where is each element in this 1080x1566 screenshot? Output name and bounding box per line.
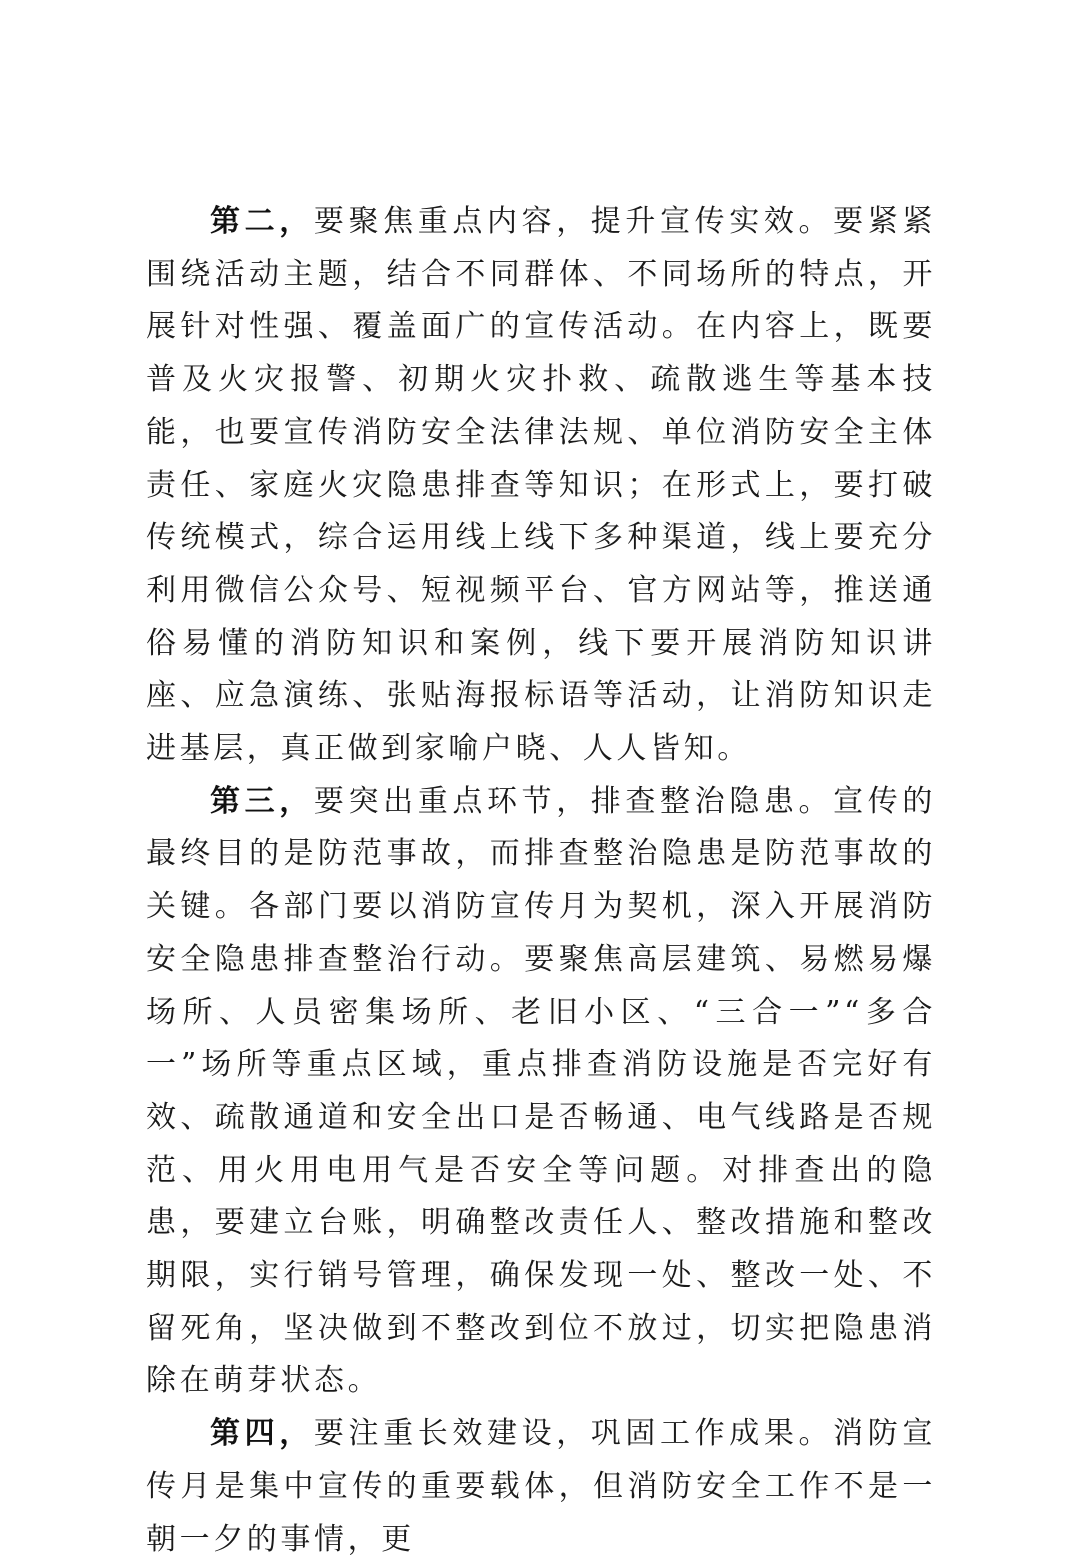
paragraph-body: 要聚焦重点内容，提升宣传实效。要紧紧围绕活动主题，结合不同群体、不同场所的特点，开展针对性强、覆盖面广的宣传活动。在内容上，既要普及火灾报警、初期火灾扑救、疏散逃生等基本技能，也要宣传消防安全法律法规、单位消防安全主体责任、家庭火灾隐患排查等知识；在形式上，要打破传统模式，综合运用线上线下多种渠道，线上要充分利用微信公众号、短视频平台、官方网站等，推送通俗易懂的消防知识和案例，线下要开展消防知识讲座、应急演练、张贴海报标语等活动，让消防知识走进基层，真正做到家喻户晓、人人皆知。 [146, 204, 936, 767]
paragraph-lead: 第三， [210, 783, 314, 819]
paragraph-third [146, 776, 936, 1408]
paragraph-body: 要注重长效建设，巩固工作成果。消防宣传月是集中宣传的重要载体，但消防安全工作不是一朝一夕的事情，更 [146, 1416, 936, 1557]
paragraph-fourth [146, 1408, 936, 1566]
paragraph-body: 要突出重点环节，排查整治隐患。宣传的最终目的是防范事故，而排查整治隐患是防范事故的关键。各部门要以消防宣传月为契机，深入开展消防安全隐患排查整治行动。要聚焦高层建筑、易燃易爆场所、人员密集场所、老旧小区、“三合一”“多合一”场所等重点区域，重点排查消防设施是否完好有效、疏散通道和安全出口是否畅通、电气线路是否规范、用火用电用气是否安全等问题。对排查出的隐患，要建立台账，明确整改责任人、整改措施和整改期限，实行销号管理，确保发现一处、整改一处、不留死角，坚决做到不整改到位不放过，切实把隐患消除在萌芽状态。 [146, 783, 936, 1399]
paragraph-lead: 第二， [210, 204, 314, 239]
paragraph-lead: 第四， [210, 1416, 314, 1452]
document-body [146, 196, 936, 1566]
paragraph-second [146, 196, 936, 776]
